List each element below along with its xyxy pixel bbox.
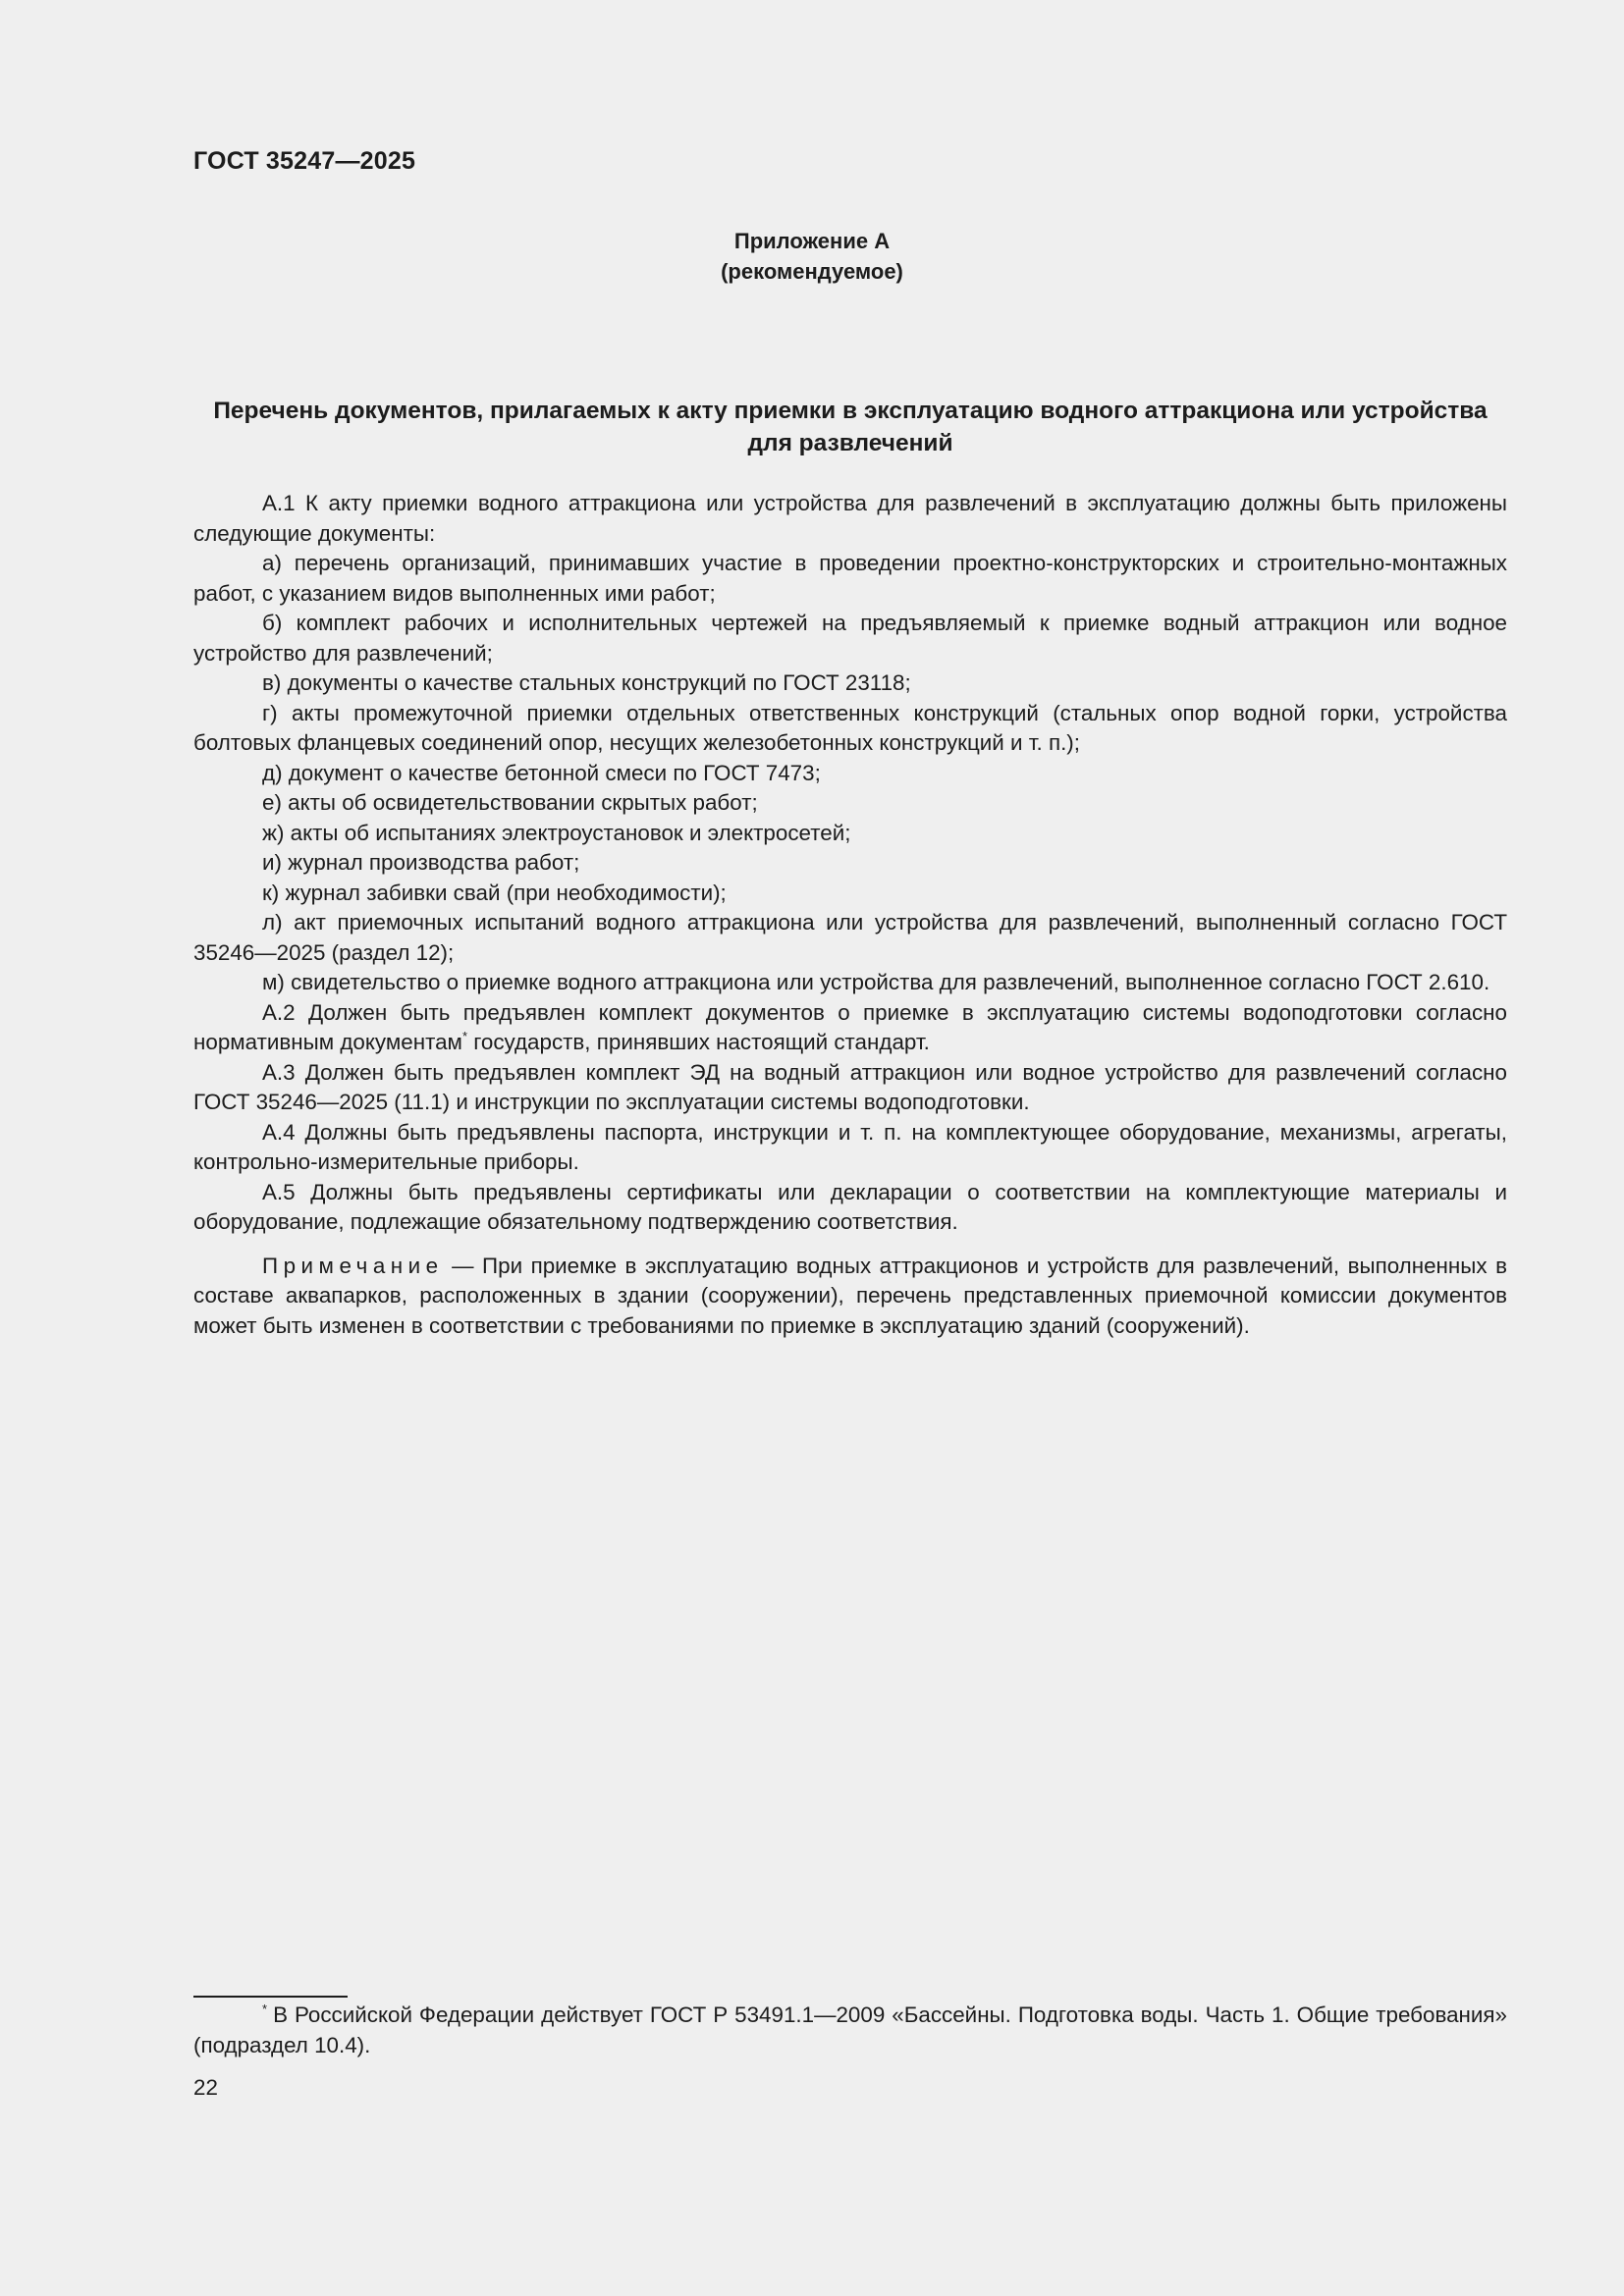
paragraph-a4: А.4 Должны быть предъявлены паспорта, инструкции и т. п. на комплектующее оборудование, механизмы, агрегаты, контрольно-измерительные приборы. xyxy=(193,1119,1507,1174)
list-item-e: е) акты об освидетельствовании скрытых работ; xyxy=(262,790,758,815)
paragraph-a2 xyxy=(193,998,1507,1058)
list-item-v: в) документы о качестве стальных конструкций по ГОСТ 23118; xyxy=(262,670,911,695)
list-item-d: д) документ о качестве бетонной смеси по ГОСТ 7473; xyxy=(262,760,821,785)
list-item-b: б) комплект рабочих и исполнительных чертежей на предъявляемый к приемке водный аттракцион или водное устройство для развлечений; xyxy=(193,611,1507,666)
footnote-marker: * xyxy=(262,2002,268,2016)
list-item-m: м) свидетельство о приемке водного аттракциона или устройства для развлечений, выполненное согласно ГОСТ 2.610. xyxy=(262,970,1490,994)
list-item-a: а) перечень организаций, принимавших участие в проведении проектно-конструкторских и строительно-монтажных работ, с указанием видов выполненных ими работ; xyxy=(193,551,1507,606)
list-item-g: г) акты промежуточной приемки отдельных ответственных конструкций (стальных опор водной горки, устройства болтовых фланцевых соединений опор, несущих железобетонных конструкций и т. п.); xyxy=(193,700,1507,755)
appendix-label: Приложение А xyxy=(733,229,891,253)
list-item-k: к) журнал забивки свай (при необходимости); xyxy=(262,880,727,905)
appendix-kind: (рекомендуемое) xyxy=(721,259,903,284)
paragraph-a2-text: А.2 Должен быть предъявлен комплект документов о приемке в эксплуатацию системы водоподготовки согласно нормативным документам xyxy=(193,999,1507,1054)
footnote-divider xyxy=(193,1996,348,1998)
list-item-l: л) акт приемочных испытаний водного аттракциона или устройства для развлечений, выполненный согласно ГОСТ 35246—2025 (раздел 12); xyxy=(193,910,1507,965)
appendix-title: Перечень документов, прилагаемых к акту приемки в эксплуатацию водного аттракциона или устройства для развлечений xyxy=(213,398,1488,456)
note-label: Примечание xyxy=(262,1253,444,1278)
paragraph-a1: А.1 К акту приемки водного аттракциона или устройства для развлечений в эксплуатацию должны быть приложены следующие документы: xyxy=(193,491,1507,546)
footnote xyxy=(193,2001,1507,2060)
document-body xyxy=(193,489,1507,1341)
paragraph-a5: А.5 Должны быть предъявлены сертификаты или декларации о соответствии на комплектующие материалы и оборудование, подлежащие обязательному подтверждению соответствия. xyxy=(193,1179,1507,1234)
list-item-zh: ж) акты об испытаниях электроустановок и электросетей; xyxy=(262,820,851,845)
appendix-heading xyxy=(0,226,1624,287)
paragraph-a2-text-end: государств, принявших настоящий стандарт. xyxy=(467,1030,930,1054)
page-number: 22 xyxy=(193,2075,218,2100)
document-code-header: ГОСТ 35247—2025 xyxy=(193,147,416,175)
footnote-text: В Российской Федерации действует ГОСТ Р 53491.1—2009 «Бассейны. Подготовка воды. Часть 1. Общие требования» (подраздел 10.4). xyxy=(193,2002,1507,2057)
list-item-i: и) журнал производства работ; xyxy=(262,850,580,875)
note-text: — При приемке в эксплуатацию водных аттракционов и устройств для развлечений, выполненных в составе аквапарков, расположенных в здании (сооружении), перечень представленных приемочной комиссии документов может быть изменен в соответствии с требованиями по приемке в эксплуатацию зданий (сооружений). xyxy=(193,1253,1507,1338)
note-paragraph xyxy=(193,1252,1507,1342)
footnote-reference-marker[interactable]: * xyxy=(461,1029,467,1043)
paragraph-a3: А.3 Должен быть предъявлен комплект ЭД на водный аттракцион или водное устройство для развлечений согласно ГОСТ 35246—2025 (11.1) и инструкции по эксплуатации системы водоподготовки. xyxy=(193,1059,1507,1114)
